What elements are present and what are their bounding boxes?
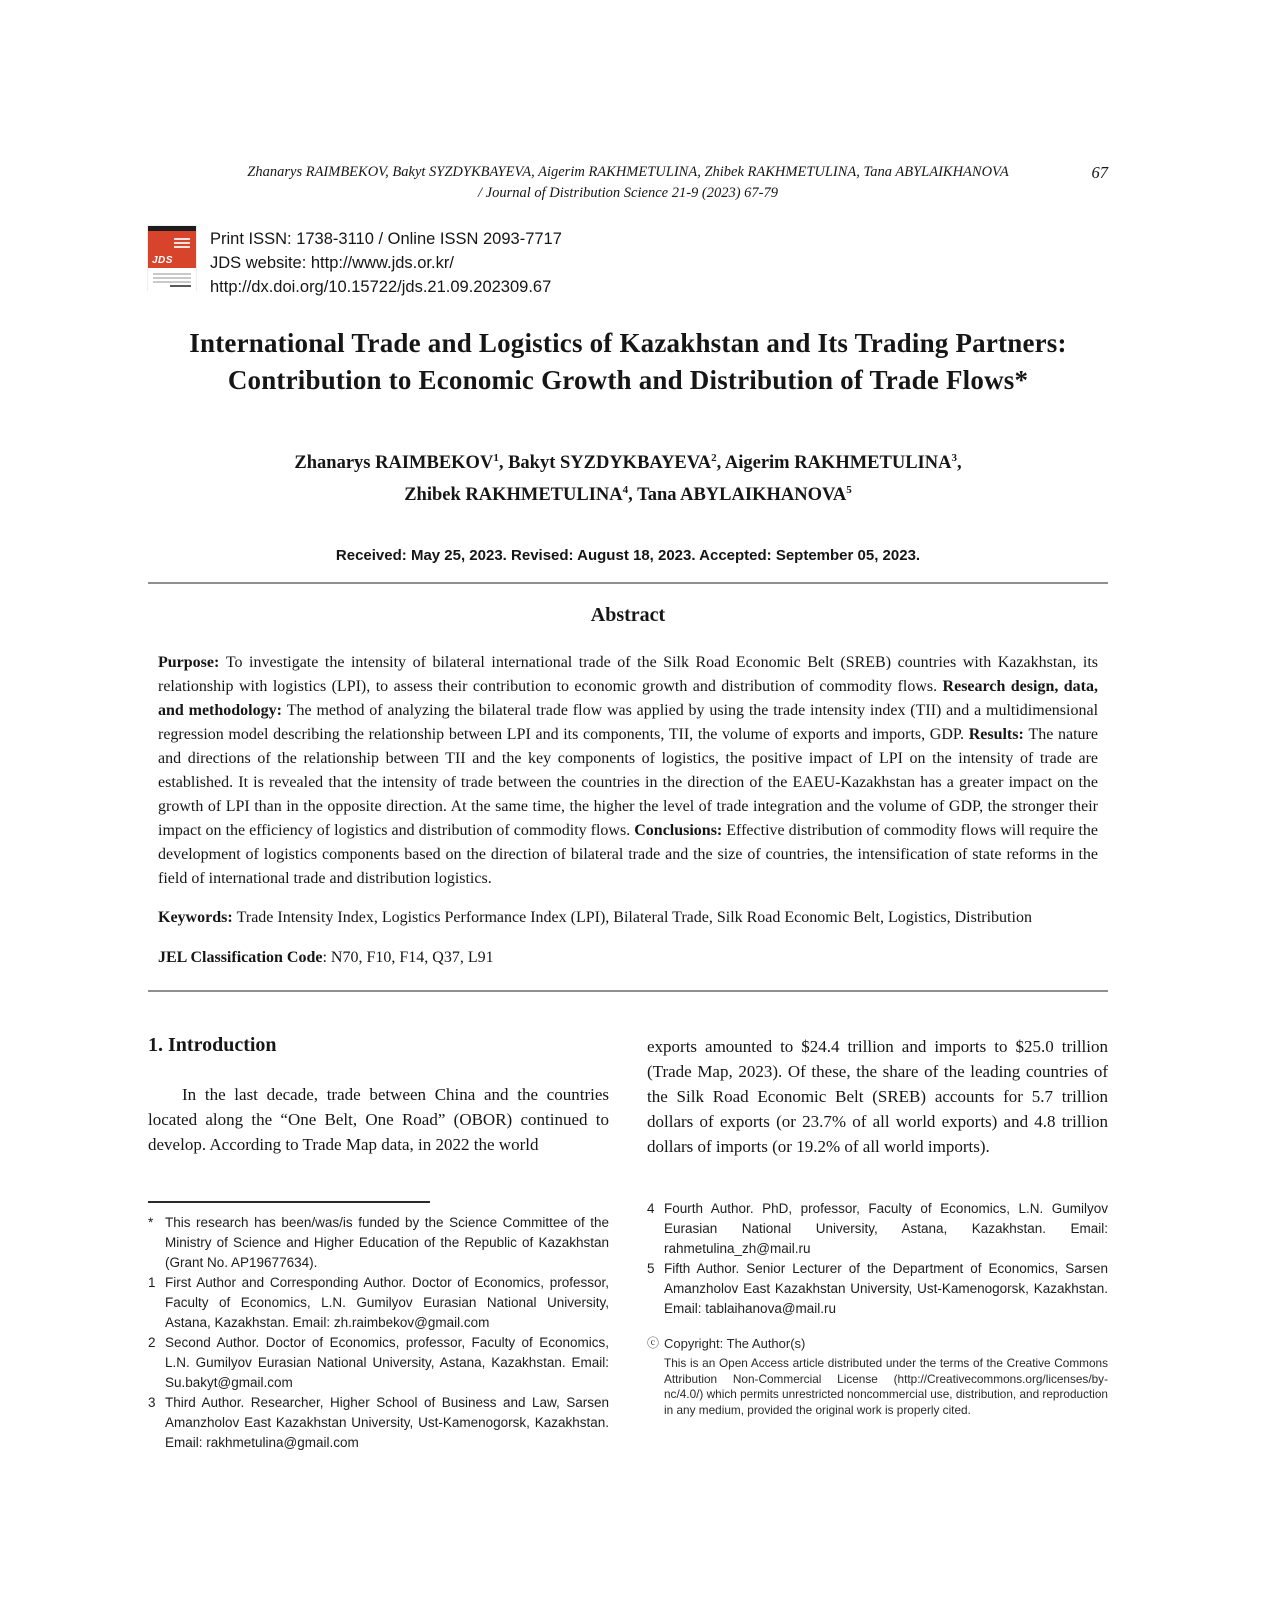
website-line: JDS website: http://www.jds.or.kr/ xyxy=(210,254,454,272)
footnote-text: Fourth Author. PhD, professor, Faculty of Economics, L.N. Gumilyov Eurasian National University, Astana, Kazakhstan. Email: rahmetulina_zh@mail.ru xyxy=(664,1201,1108,1257)
running-head xyxy=(148,162,1108,204)
author-line-2: Zhibek RAKHMETULINA$^4$, Tana ABYLAIKHANOVA$^5$ xyxy=(404,484,852,506)
running-head-authors: Zhanarys RAIMBEKOV, Bakyt SYZDYKBAYEVA, Aigerim RAKHMETULINA, Zhibek RAKHMETULINA, Tana ABYLAIKHANOVA xyxy=(247,164,1009,180)
article-title-line1: International Trade and Logistics of Kazakhstan and Its Trading Partners: xyxy=(189,328,1067,358)
footnote-text: First Author and Corresponding Author. Doctor of Economics, professor, Faculty of Economics, L.N. Gumilyov Eurasian National University, Astana, Kazakhstan. Email: zh.raimbekov@gmail.com xyxy=(165,1275,609,1331)
copyright-title xyxy=(647,1335,1108,1352)
running-head-journal: / Journal of Distribution Science 21-9 (2023) 67-79 xyxy=(477,185,779,201)
author-list xyxy=(148,445,1108,509)
footnote-marker: 2 xyxy=(148,1335,156,1351)
right-column xyxy=(647,1032,1108,1453)
footnote-text: This research has been/was/is funded by the Science Committee of the Ministry of Science and Higher Education of the Republic of Kazakhstan (Grant No. AP19677634). xyxy=(165,1215,609,1271)
jel-classification-line: JEL Classification Code: N70, F10, F14, Q37, L91 xyxy=(158,949,494,967)
divider-top xyxy=(148,582,1108,584)
footnote-item xyxy=(148,1213,609,1273)
page-number: 67 xyxy=(1091,163,1108,182)
footnote-item xyxy=(148,1333,609,1393)
footnote-marker: 5 xyxy=(647,1261,655,1277)
footnote-marker: 1 xyxy=(148,1275,156,1291)
footnote-text: Third Author. Researcher, Higher School of Business and Law, Sarsen Amanzholov East Kazakhstan University, Ust-Kamenogorsk, Kazakhstan. Email: rakhmetulina@gmail.com xyxy=(165,1395,609,1451)
abstract-heading: Abstract xyxy=(590,604,666,627)
logo-footer-lines xyxy=(148,268,196,293)
dates-line: Received: May 25, 2023. Revised: August 18, 2023. Accepted: September 05, 2023. xyxy=(335,547,921,565)
article-title-line2: Contribution to Economic Growth and Distribution of Trade Flows* xyxy=(227,365,1029,395)
footnotes-right xyxy=(647,1199,1108,1319)
footnote-text: Second Author. Doctor of Economics, professor, Faculty of Economics, L.N. Gumilyov Eurasian National University, Astana, Kazakhstan. Email: Su.bakyt@gmail.com xyxy=(165,1335,609,1391)
logo-jds-text: JDS xyxy=(152,255,173,266)
copyright-icon: ⓒ xyxy=(647,1336,660,1351)
author-line-1: Zhanarys RAIMBEKOV$^1$, Bakyt SYZDYKBAYEVA$^2$, Aigerim RAKHMETULINA$^3$, xyxy=(294,452,962,474)
footnote-marker: 4 xyxy=(647,1201,655,1217)
doi-line: http://dx.doi.org/10.15722/jds.21.09.202309.67 xyxy=(210,278,552,296)
continuation-paragraph: exports amounted to $24.4 trillion and imports to $25.0 trillion (Trade Map, 2023). Of these, the share of the leading countries of the Silk Road Economic Belt (SREB) accounts for 5.7 trillion dollars of exports (or 23.7% of all world exports) and 4.8 trillion dollars of imports (or 19.2% of all world imports). xyxy=(647,1037,1108,1157)
footnote-item xyxy=(647,1259,1108,1319)
masthead xyxy=(148,226,1108,299)
logo-cover xyxy=(148,231,196,268)
keywords-line: Keywords: Trade Intensity Index, Logistics Performance Index (LPI), Bilateral Trade, Silk Road Economic Belt, Logistics, Distribution xyxy=(158,909,1032,927)
logo-cover-lines xyxy=(174,238,190,250)
footnote-text: Fifth Author. Senior Lecturer of the Department of Economics, Sarsen Amanzholov East Kazakhstan University, Ust-Kamenogorsk, Kazakhstan. Email: tablaihanova@mail.ru xyxy=(664,1261,1108,1317)
footnote-separator xyxy=(148,1201,430,1203)
left-column xyxy=(148,1032,609,1453)
abstract-text: Purpose: To investigate the intensity of bilateral international trade of the Silk Road Economic Belt (SREB) countries with Kazakhstan, its relationship with logistics (LPI), to assess their contribution to economic growth and distribution of commodity flows. Research design, data, and methodology: The method of analyzing the bilateral trade flow was applied by using the trade intensity index (TII) and a multidimensional regression model describing the relationship between LPI and its components, TII, the volume of exports and imports, GDP. Results: The nature and directions of the relationship between TII and the key components of logistics, the positive impact of LPI on the intensity of trade are established. It is revealed that the intensity of trade between the countries in the direction of the EAEU-Kazakhstan has a greater impact on the growth of LPI than in the opposite direction. At the same time, the higher the level of trade integration and the volume of GDP, the stronger their impact on the efficiency of logistics and distribution of commodity flows. Conclusions: Effective distribution of commodity flows will require the development of logistics components based on the direction of bilateral trade and the size of countries, the intensification of state reforms in the field of international trade and distribution logistics. xyxy=(158,654,1099,888)
copyright-block xyxy=(647,1335,1108,1418)
article-title xyxy=(148,325,1108,399)
footnotes-left xyxy=(148,1213,609,1453)
masthead-text xyxy=(210,226,562,299)
section-heading-introduction: 1. Introduction xyxy=(148,1034,277,1057)
journal-logo xyxy=(148,226,196,290)
footnote-marker: * xyxy=(148,1215,154,1231)
footnote-item xyxy=(647,1199,1108,1259)
two-column-body xyxy=(148,1032,1108,1453)
divider-bottom xyxy=(148,990,1108,992)
introduction-paragraph: In the last decade, trade between China and the countries located along the “One Belt, One Road” (OBOR) continued to develop. According to Trade Map data, in 2022 the world xyxy=(148,1085,609,1155)
copyright-title-text: Copyright: The Author(s) xyxy=(664,1336,806,1352)
copyright-body: This is an Open Access article distributed under the terms of the Creative Commons Attribution Non-Commercial License (http://Creativecommons.org/licenses/by-nc/4.0/) which permits unrestricted noncommercial use, distribution, and reproduction in any medium, provided the original work is properly cited. xyxy=(664,1356,1108,1417)
footnote-item xyxy=(148,1273,609,1333)
footnote-item xyxy=(148,1393,609,1453)
issn-line: Print ISSN: 1738-3110 / Online ISSN 2093-7717 xyxy=(210,230,562,248)
footnote-marker: 3 xyxy=(148,1395,156,1411)
